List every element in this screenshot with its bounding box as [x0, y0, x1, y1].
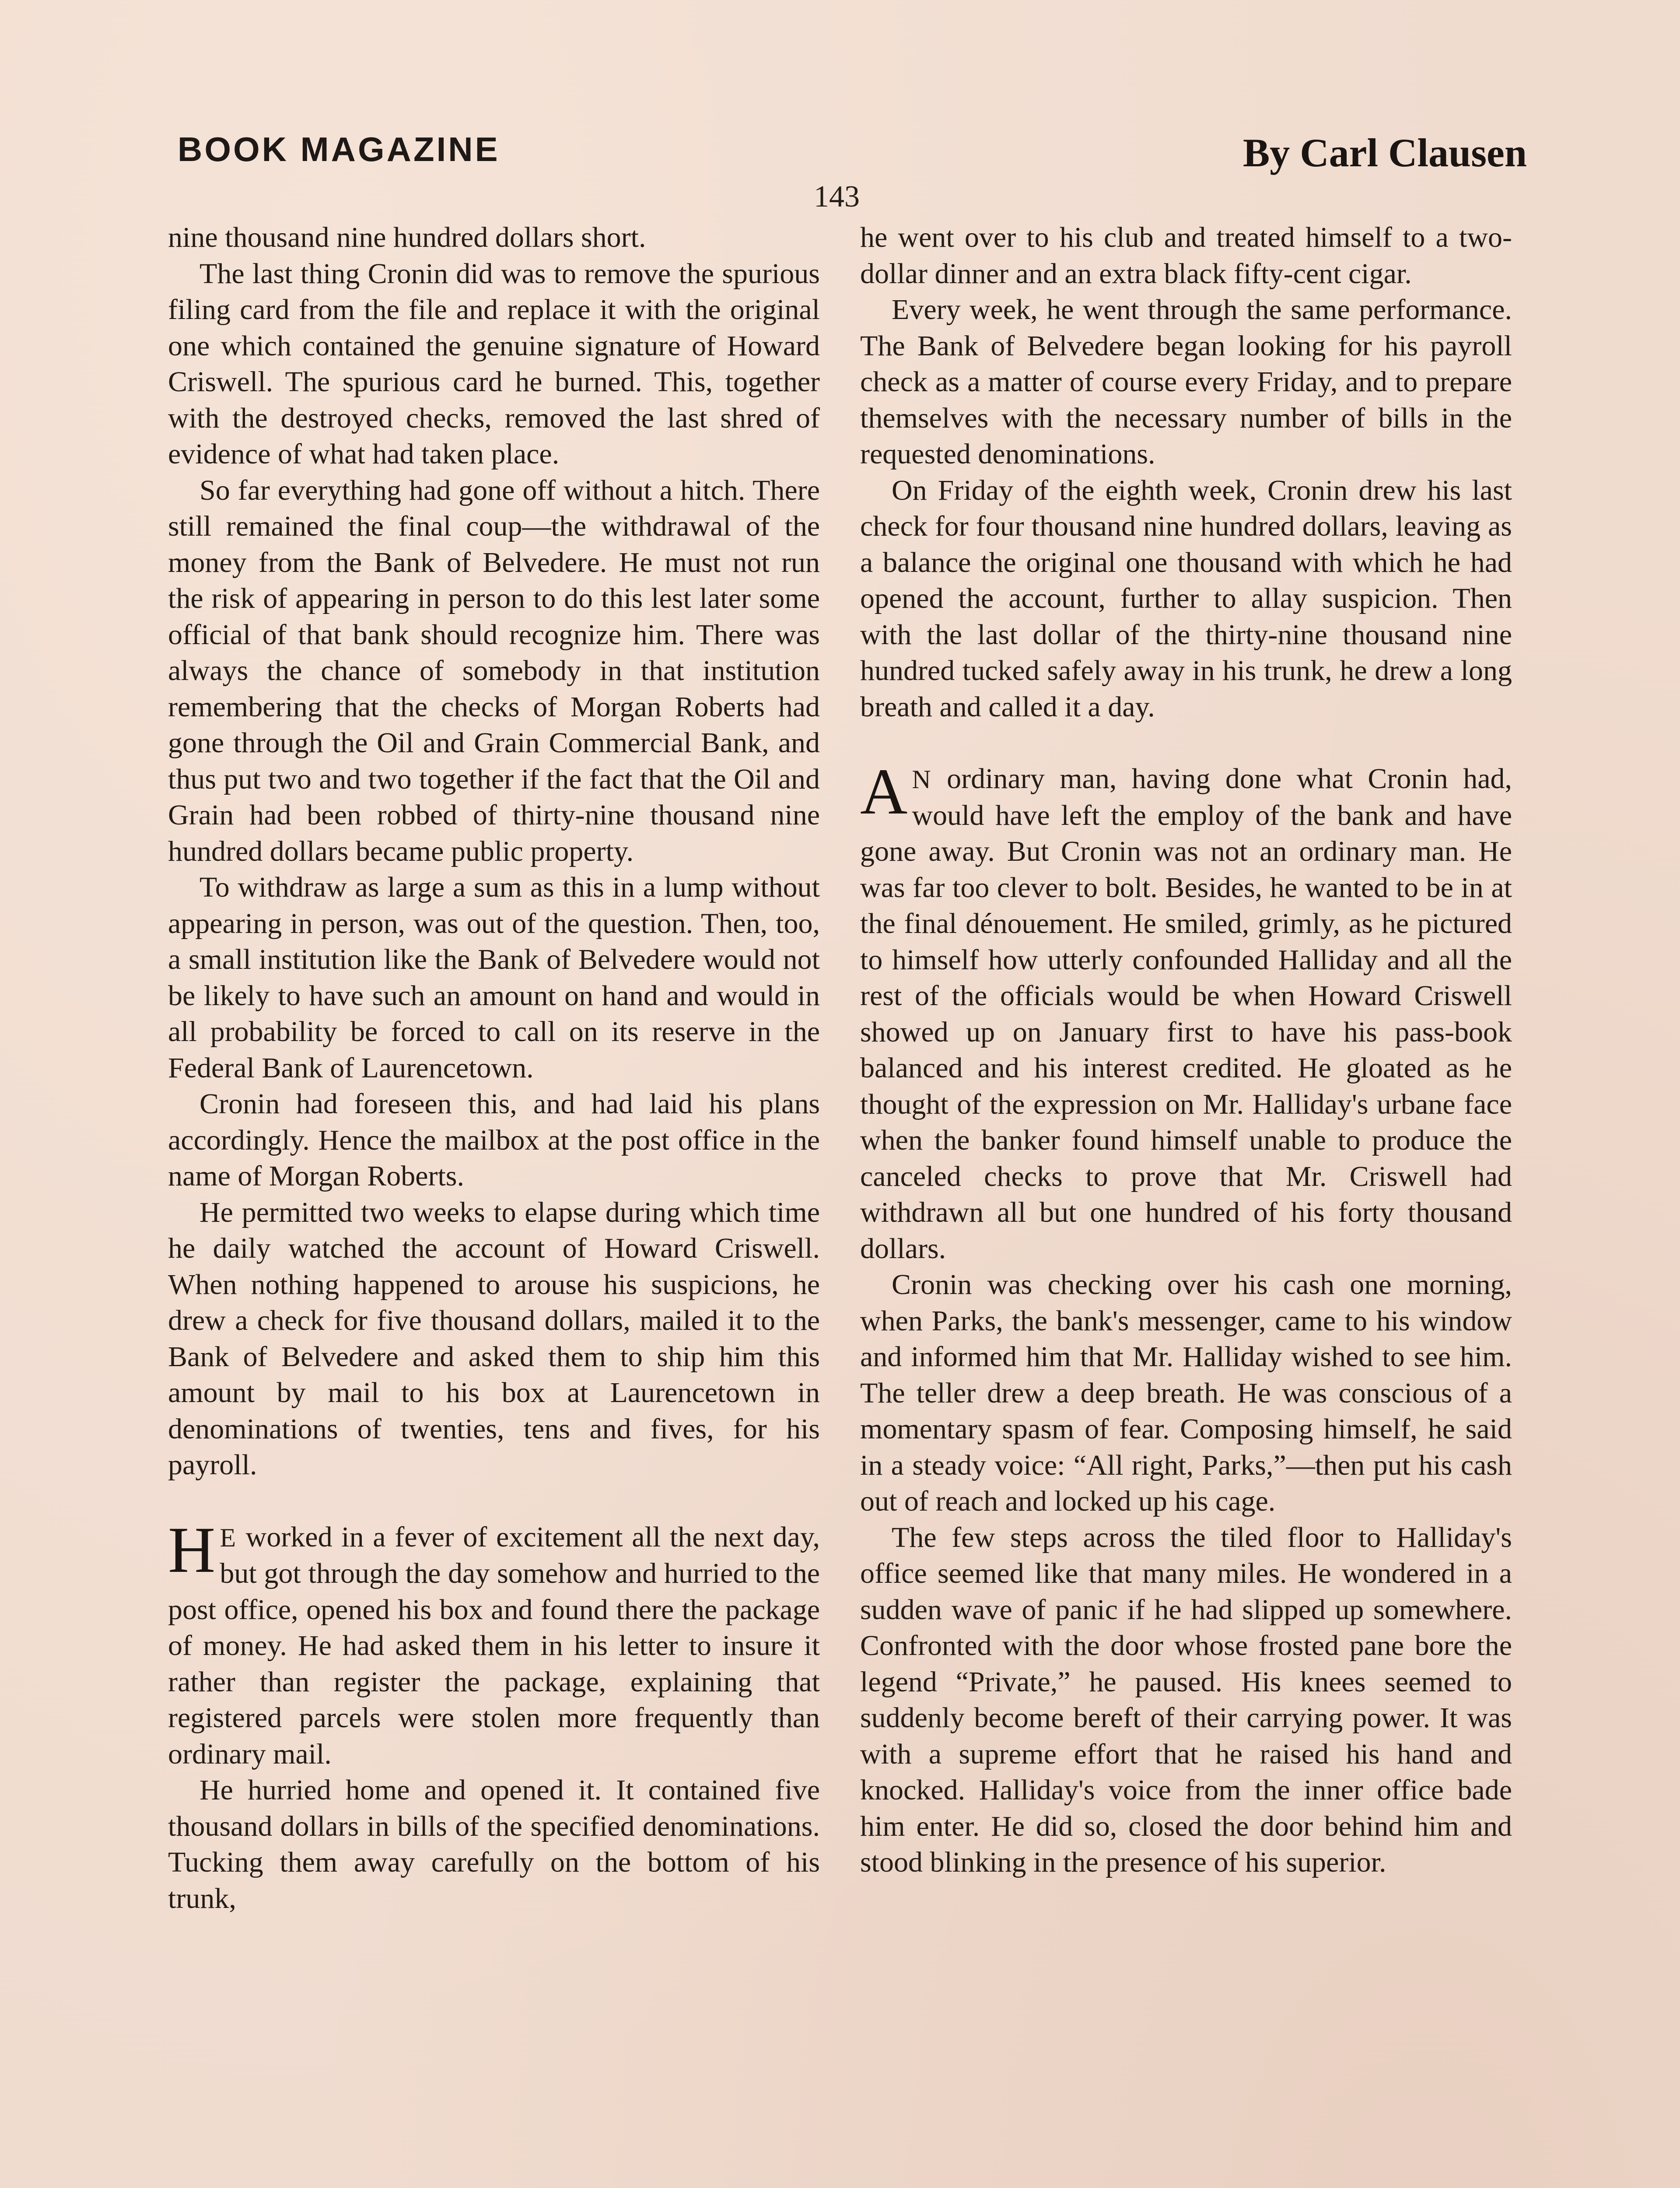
- paragraph: He permitted two weeks to elapse during which time he daily watched the account of Howard Criswell. When nothing happened to arouse his suspicions, he drew a check for five thousand dollars, mailed it to the Bank of Belvedere and asked them to ship him this amount by mail to his box at Laurencetown in denominations of twenties, tens and fives, for his payroll.: [168, 1196, 820, 1481]
- paragraph-text: ordinary man, having done what Cronin had, would have left the employ of the bank and have gone away. But Cronin was not an ordinary man. He was far too clever to bolt. Besides, he wanted to be in at the final dénouement. He smiled, grimly, as he pictured to himself how utterly confounded Halliday and all the rest of the officials would be when Howard Criswell showed up on January first to have his pass-book balanced and his interest credited. He gloated as he thought of the expression on Mr. Halliday's urbane face when the banker found himself unable to produce the canceled checks to prove that Mr. Criswell had withdrawn all but one hundred of his forty thousand dollars.: [860, 763, 1512, 1265]
- paragraph-text: worked in a fever of excitement all the next day, but got through the day somehow and hurried to the post office, opened his box and found there the package of money. He had asked them in his letter to insure it rather than register the package, explaining that registered parcels were stolen more frequently than ordinary mail.: [168, 1521, 820, 1770]
- right-column: [860, 220, 1512, 1881]
- paragraph: On Friday of the eighth week, Cronin drew his last check for four thousand nine hundred dollars, leaving as a balance the original one thousand with which he had opened the account, further to allay suspicion. Then with the last dollar of the thirty-nine thousand nine hundred tucked safely away in his trunk, he drew a long breath and called it a day.: [860, 474, 1512, 723]
- drop-cap: A: [860, 755, 908, 828]
- paragraph: nine thousand nine hundred dollars short.: [168, 221, 646, 253]
- page-number: 143: [814, 180, 860, 214]
- paragraph: he went over to his club and treated himself to a two-dollar dinner and an extra black fifty-cent cigar.: [860, 221, 1512, 290]
- section-paragraph: [860, 755, 1512, 1267]
- paragraph: The few steps across the tiled floor to Halliday's office seemed like that many miles. He wondered in a sudden wave of panic if he had slipped up somewhere. Confronted with the door whose frosted pane bore the legend “Private,” he paused. His knees seemed to suddenly become bereft of their carrying power. It was with a supreme effort that he raised his hand and knocked. Halliday's voice from the inner office bade him enter. He did so, closed the door behind him and stood blinking in the presence of his superior.: [860, 1521, 1512, 1878]
- paragraph: Cronin had foreseen this, and had laid his plans accordingly. Hence the mailbox at the post office in the name of Morgan Roberts.: [168, 1088, 820, 1192]
- author-byline: By Carl Clausen: [1242, 130, 1527, 175]
- magazine-title: BOOK MAGAZINE: [178, 130, 500, 168]
- left-column: [168, 220, 820, 1917]
- drop-cap: H: [168, 1513, 216, 1586]
- small-cap: E: [220, 1523, 237, 1552]
- section-paragraph: [168, 1513, 820, 1773]
- paragraph: The last thing Cronin did was to remove the spurious filing card from the file and replace it with the original one which contained the genuine signature of Howard Criswell. The spurious card he burned. This, together with the destroyed checks, removed the last shred of evidence of what had taken place.: [168, 257, 820, 470]
- paragraph: He hurried home and opened it. It contained five thousand dollars in bills of the specified denominations. Tucking them away carefully on the bottom of his trunk,: [168, 1774, 820, 1914]
- paragraph: To withdraw as large a sum as this in a lump without appearing in person, was out of the question. Then, too, a small institution like the Bank of Belvedere would not be likely to have such an amount on hand and would in all probability be forced to call on its reserve in the Federal Bank of Laurencetown.: [168, 871, 820, 1084]
- paragraph: Every week, he went through the same performance. The Bank of Belvedere began looking for his payroll check as a matter of course every Friday, and to prepare themselves with the necessary number of bills in the requested denominations.: [860, 294, 1512, 470]
- paragraph: So far everything had gone off without a hitch. There still remained the final coup—the withdrawal of the money from the Bank of Belvedere. He must not run the risk of appearing in person to do this lest later some official of that bank should recognize him. There was always the chance of somebody in that institution remembering that the checks of Morgan Roberts had gone through the Oil and Grain Commercial Bank, and thus put two and two together if the fact that the Oil and Grain had been robbed of thirty-nine thousand nine hundred dollars became public property.: [168, 474, 820, 867]
- small-cap: N: [912, 765, 932, 794]
- paragraph: Cronin was checking over his cash one morning, when Parks, the bank's messenger, came to his window and informed him that Mr. Halliday wished to see him. The teller drew a deep breath. He was conscious of a momentary spasm of fear. Composing himself, he said in a steady voice: “All right, Parks,”—then put his cash out of reach and locked up his cage.: [860, 1269, 1512, 1517]
